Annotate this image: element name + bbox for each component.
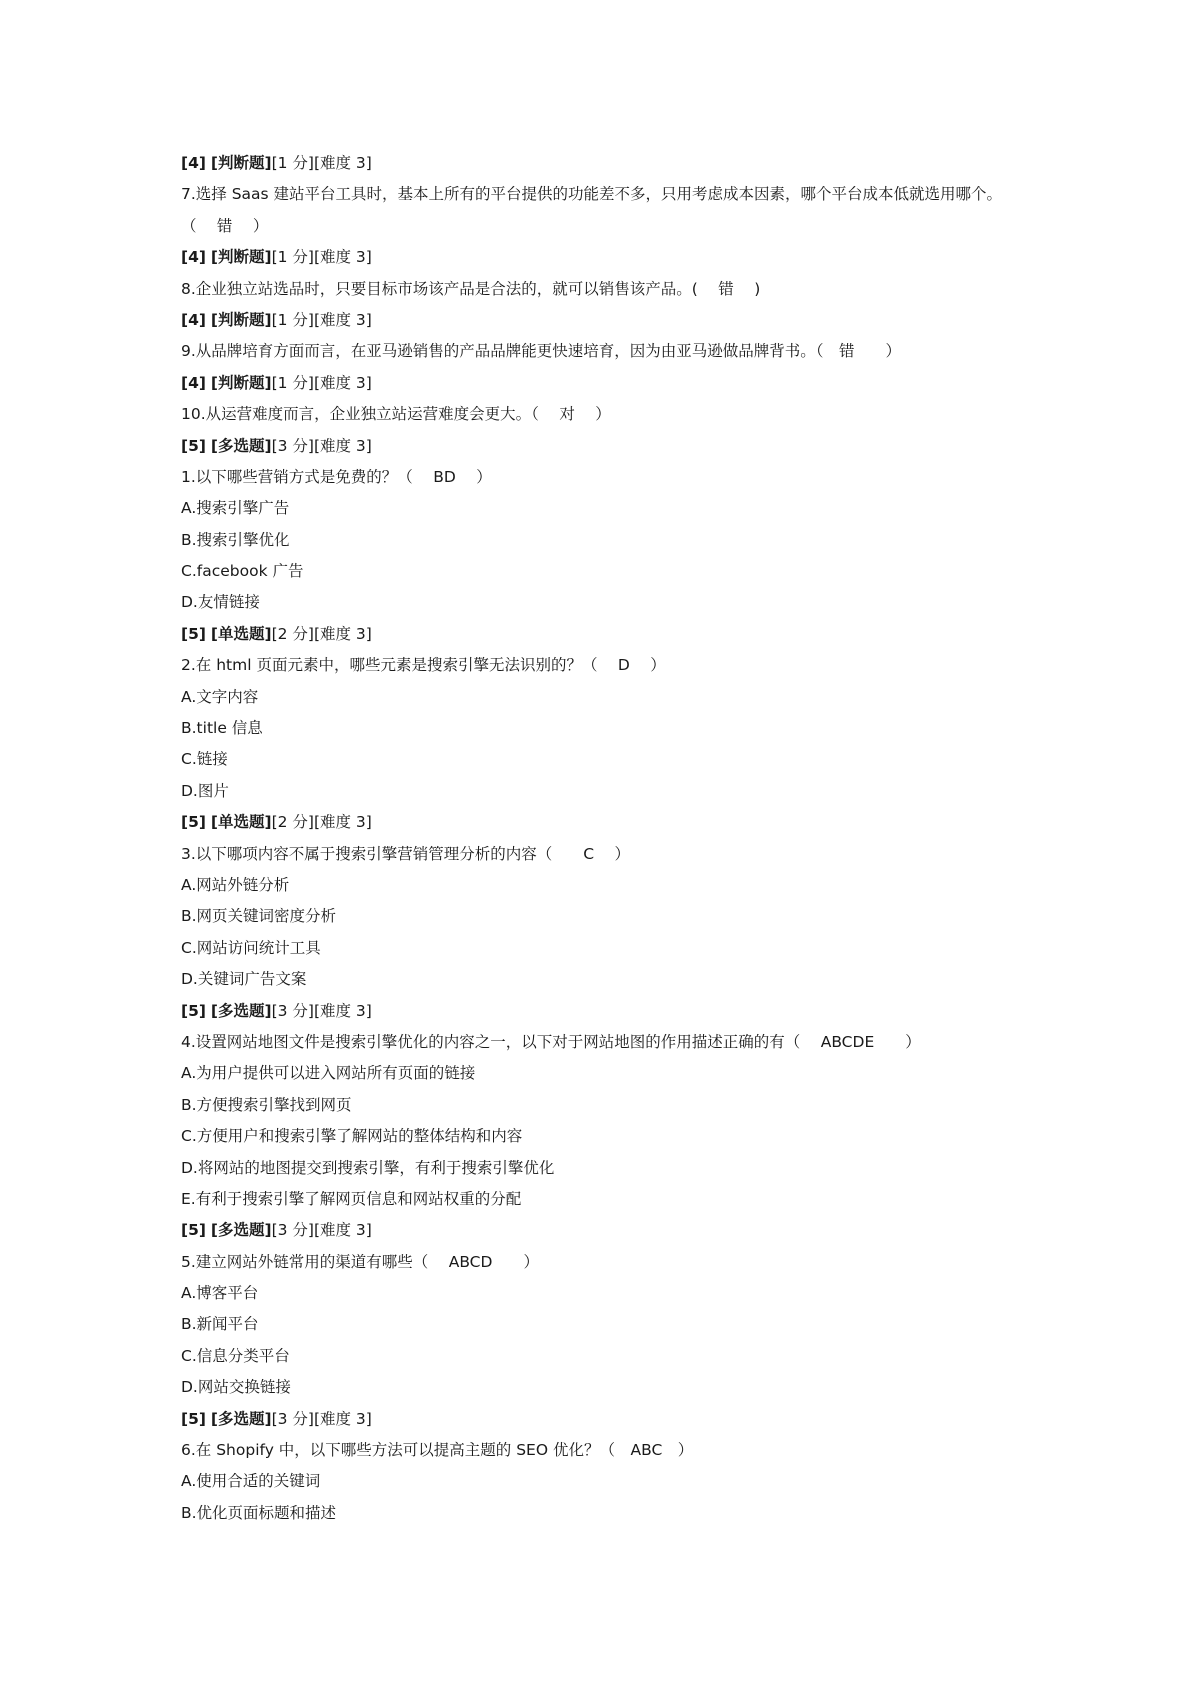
question-header <box>181 431 1081 462</box>
text-line: 9.从品牌培育方面而言，在亚马逊销售的产品品牌能更快速培育，因为由亚马逊做品牌背书。（ 错 ） <box>181 342 902 361</box>
text-line: A.网站外链分析 <box>181 875 290 894</box>
question-header <box>181 148 1081 179</box>
text-line: B.方便搜索引擎找到网页 <box>181 1095 352 1114</box>
text-line: B.网页关键词密度分析 <box>181 907 337 926</box>
text-line: D.友情链接 <box>181 593 260 612</box>
score-difficulty: [2 分][难度 3] <box>271 813 372 832</box>
score-difficulty: [3 分][难度 3] <box>271 1001 372 1020</box>
text-line: D.网站交换链接 <box>181 1378 291 1397</box>
question-type: [单选题] <box>210 624 272 643</box>
text-line: A.为用户提供可以进入网站所有页面的链接 <box>181 1064 476 1083</box>
text-line: 7.选择 Saas 建站平台工具时，基本上所有的平台提供的功能差不多，只用考虑成本因素，哪个平台成本低就选用哪个。 <box>181 185 1003 204</box>
text-line: E.有利于搜索引擎了解网页信息和网站权重的分配 <box>181 1189 522 1208</box>
text-line: C.信息分类平台 <box>181 1346 290 1365</box>
text-line: A.搜索引擎广告 <box>181 499 290 518</box>
text-line: C.facebook 广告 <box>181 562 304 581</box>
score-difficulty: [3 分][难度 3] <box>271 1409 372 1428</box>
text-line: 5.建立网站外链常用的渠道有哪些（ ABCD ） <box>181 1252 539 1271</box>
text-line: D.关键词广告文案 <box>181 970 307 989</box>
text-line: （ 错 ） <box>181 216 269 235</box>
text-line: 1.以下哪些营销方式是免费的？（ BD ） <box>181 467 492 486</box>
section-number: [4] <box>181 310 206 329</box>
section-number: [4] <box>181 154 206 172</box>
section-number: [5] <box>181 1001 206 1020</box>
question-header <box>181 305 1081 336</box>
text-line: 3.以下哪项内容不属于搜索引擎营销管理分析的内容（ C ） <box>181 844 631 863</box>
text-line: A.文字内容 <box>181 687 259 706</box>
section-number: [5] <box>181 1221 206 1240</box>
text-line: C.网站访问统计工具 <box>181 938 321 957</box>
question-header <box>181 996 1081 1027</box>
text-line: 6.在 Shopify 中，以下哪些方法可以提高主题的 SEO 优化？（ ABC ） <box>181 1441 694 1460</box>
text-line: B.搜索引擎优化 <box>181 530 290 549</box>
text-line: 2.在 html 页面元素中，哪些元素是搜索引擎无法识别的？（ D ） <box>181 656 666 675</box>
question-type: [多选题] <box>210 1221 272 1240</box>
question-type: [多选题] <box>210 436 272 455</box>
question-list <box>181 148 1081 1529</box>
question-type: [判断题] <box>210 154 272 172</box>
score-difficulty: [1 分][难度 3] <box>271 310 372 329</box>
text-line: B.新闻平台 <box>181 1315 259 1334</box>
text-line: C.方便用户和搜索引擎了解网站的整体结构和内容 <box>181 1127 523 1146</box>
section-number: [5] <box>181 1409 206 1428</box>
text-line: D.图片 <box>181 781 229 800</box>
text-line: 8.企业独立站选品时，只要目标市场该产品是合法的，就可以销售该产品。( 错 ) <box>181 279 761 298</box>
question-header <box>181 1404 1081 1435</box>
score-difficulty: [2 分][难度 3] <box>271 624 372 643</box>
score-difficulty: [1 分][难度 3] <box>271 248 372 267</box>
text-line: 10.从运营难度而言，企业独立站运营难度会更大。（ 对 ） <box>181 405 611 424</box>
question-type: [多选题] <box>210 1409 272 1428</box>
question-type: [判断题] <box>210 310 272 329</box>
question-type: [多选题] <box>210 1001 272 1020</box>
question-type: [判断题] <box>210 248 272 267</box>
section-number: [5] <box>181 624 206 643</box>
score-difficulty: [3 分][难度 3] <box>271 436 372 455</box>
question-header <box>181 242 1081 273</box>
question-header <box>181 619 1081 650</box>
question-type: [单选题] <box>210 813 272 832</box>
text-line: D.将网站的地图提交到搜索引擎，有利于搜索引擎优化 <box>181 1158 555 1177</box>
text-line: B.优化页面标题和描述 <box>181 1503 337 1522</box>
question-type: [判断题] <box>210 373 272 392</box>
text-line: A.博客平台 <box>181 1284 259 1303</box>
score-difficulty: [3 分][难度 3] <box>271 1221 372 1240</box>
question-header <box>181 807 1081 838</box>
text-line: 4.设置网站地图文件是搜索引擎优化的内容之一，以下对于网站地图的作用描述正确的有（ ABCDE ） <box>181 1032 921 1051</box>
text-line: B.title 信息 <box>181 719 263 738</box>
text-line: A.使用合适的关键词 <box>181 1472 321 1491</box>
section-number: [5] <box>181 436 206 455</box>
score-difficulty: [1 分][难度 3] <box>271 154 372 172</box>
section-number: [5] <box>181 813 206 832</box>
section-number: [4] <box>181 373 206 392</box>
section-number: [4] <box>181 248 206 267</box>
question-header <box>181 1215 1081 1246</box>
score-difficulty: [1 分][难度 3] <box>271 373 372 392</box>
text-line: C.链接 <box>181 750 228 769</box>
question-header <box>181 368 1081 399</box>
